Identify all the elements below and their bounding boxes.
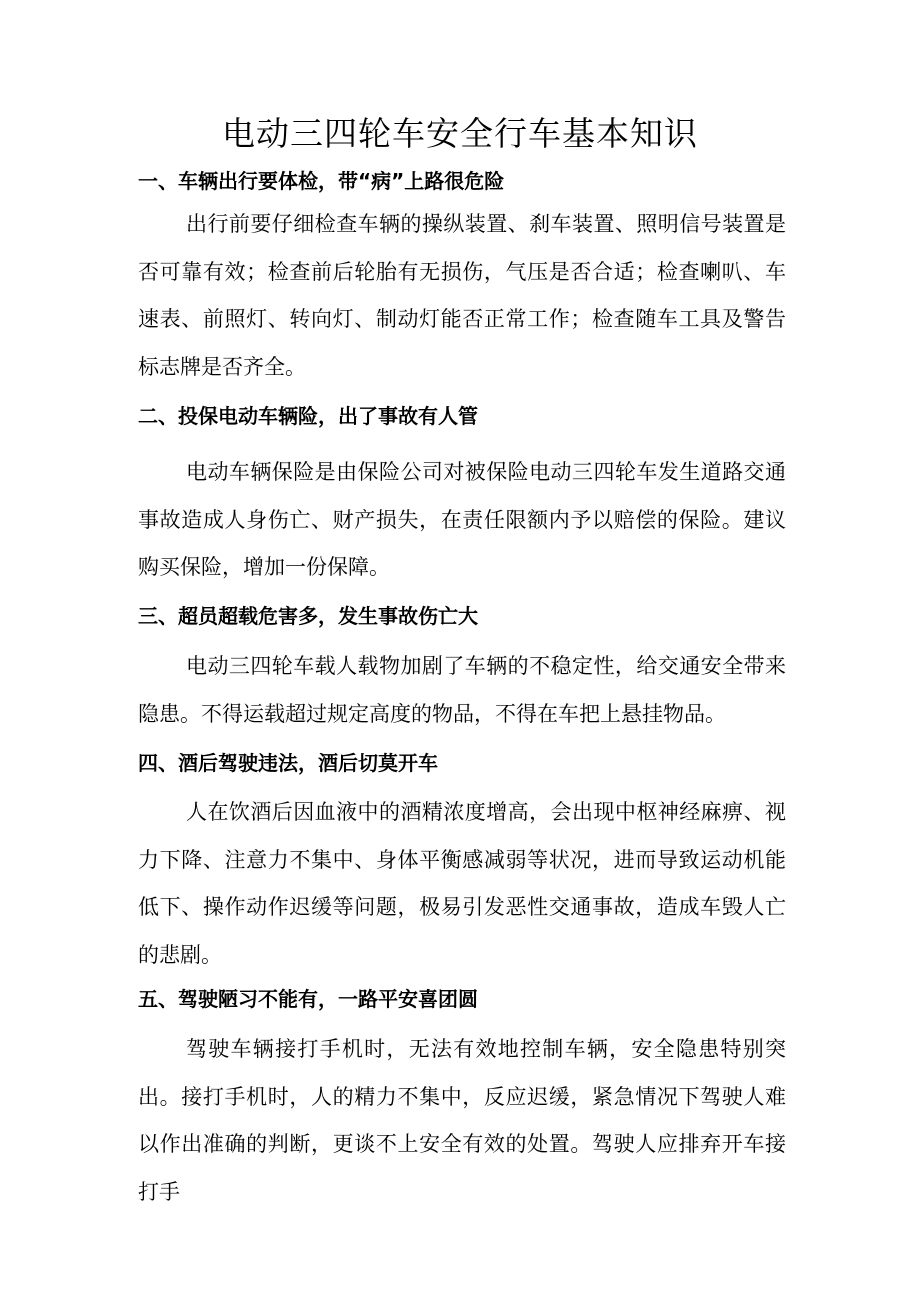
section-body-5: 驾驶车辆接打手机时，无法有效地控制车辆，安全隐患特别突出。接打手机时，人的精力不集中，反应迟缓，紧急情况下驾驶人难以作出准确的判断，更谈不上安全有效的处置。驾驶人应排弃开车接打手: [138, 1037, 786, 1204]
section-heading-5: 五、驾驶陋习不能有，一路平安喜团圆: [138, 987, 478, 1011]
section-heading-4: 四、酒后驾驶违法，酒后切莫开车: [138, 751, 438, 775]
section-body-4: 人在饮酒后因血液中的酒精浓度增高，会出现中枢神经麻痹、视力下降、注意力不集中、身体平衡感减弱等状况，进而导致运动机能低下、操作动作迟缓等问题，极易引发恶性交通事故，造成车毁人亡的悲剧。: [138, 800, 786, 967]
section-body-2: 电动车辆保险是由保险公司对被保险电动三四轮车发生道路交通事故造成人身伤亡、财产损失，在责任限额内予以赔偿的保险。建议购买保险，增加一份保障。: [138, 460, 786, 579]
section-body-1: 出行前要仔细检查车辆的操纵装置、刹车装置、照明信号装置是否可靠有效；检查前后轮胎有无损伤，气压是否合适；检查喇叭、车速表、前照灯、转向灯、制动灯能否正常工作；检查随车工具及警告标志牌是否齐全。: [138, 212, 786, 379]
document-title: 电动三四轮车安全行车基本知识: [222, 114, 698, 153]
section-body-3: 电动三四轮车载人载物加剧了车辆的不稳定性，给交通安全带来隐患。不得运载超过规定高度的物品，不得在车把上悬挂物品。: [138, 654, 786, 726]
section-heading-1: 一、车辆出行要体检，带“病”上路很危险: [138, 169, 505, 193]
section-heading-3: 三、超员超载危害多，发生事故伤亡大: [138, 604, 478, 628]
section-heading-2: 二、投保电动车辆险，出了事故有人管: [138, 404, 478, 428]
